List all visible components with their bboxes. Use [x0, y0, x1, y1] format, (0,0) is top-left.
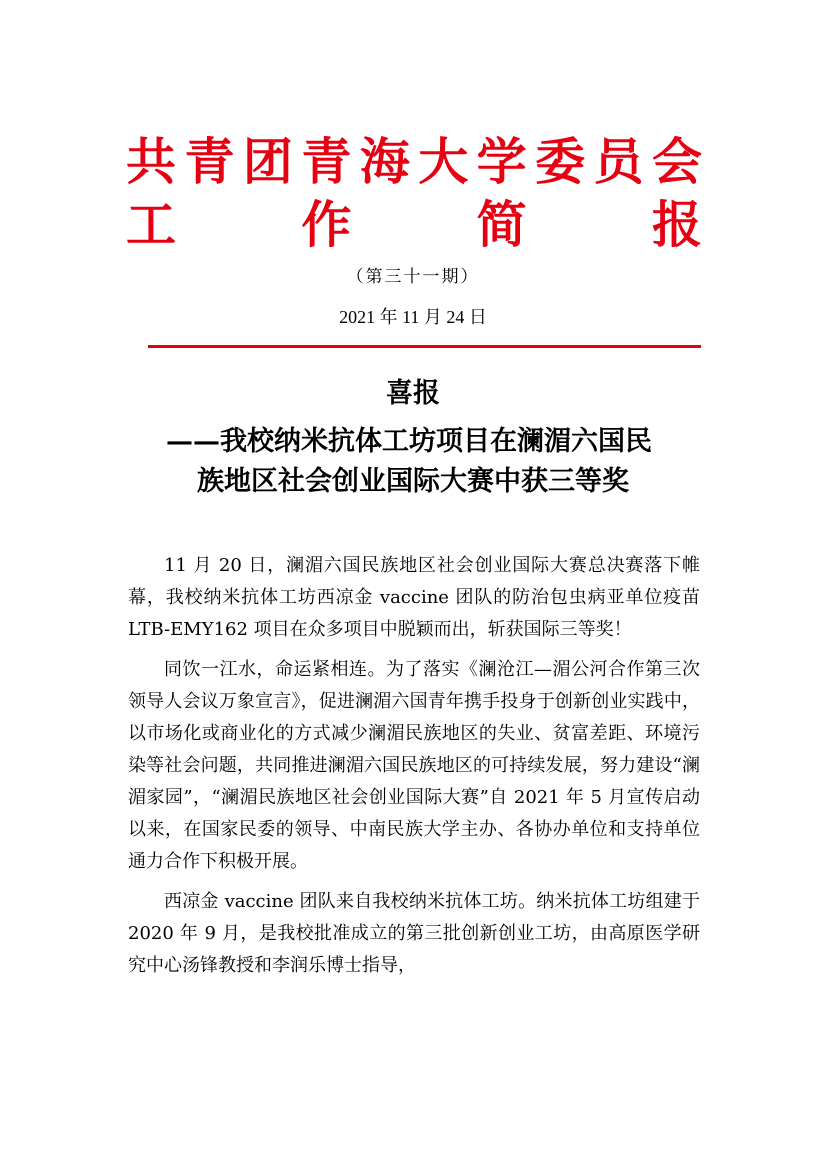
masthead-char: 会 [651, 132, 702, 191]
headline-subtitle-line-1: ——我校纳米抗体工坊项目在澜湄六国民 [166, 426, 652, 457]
masthead-char: 学 [476, 132, 527, 191]
masthead-char: 大 [418, 132, 469, 191]
headline-subtitle-line-2: 族地区社会创业国际大赛中获三等奖 [197, 466, 629, 497]
masthead-char: 工 [126, 195, 176, 254]
paragraph: 西凉金 vaccine 团队来自我校纳米抗体工坊。纳米抗体工坊组建于 2020 年 9 月，是我校批准成立的第三批创新创业工坊，由高原医学研究中心汤锋教授和李润乐博士指导， [128, 891, 700, 976]
paragraph: 同饮一江水，命运紧相连。为了落实《澜沧江—湄公河合作第三次领导人会议万象宣言》，促进澜湄六国青年携手投身于创新创业实践中，以市场化或商业化的方式减少澜湄民族地区的失业、贫富差距、环境污染等社会问题，共同推进澜湄六国民族地区的可持续发展，努力建设“澜湄家园”，“澜湄民族地区社会创业国际大赛”自 2021 年 5 月宣传启动以来，在国家民委的领导、中南民族大学主办、各协办单位和支持单位通力合作下积极开展。 [128, 659, 700, 872]
masthead-char: 报 [651, 195, 702, 254]
paragraph: 11 月 20 日，澜湄六国民族地区社会创业国际大赛总决赛落下帷幕，我校纳米抗体工坊西凉金 vaccine 团队的防治包虫病亚单位疫苗 LTB-EMY162 项目在众多项目中脱颖而出，斩获国际三等奖！ [128, 555, 700, 640]
masthead-char: 青 [301, 132, 352, 191]
article-body [128, 550, 700, 990]
red-divider [148, 345, 701, 348]
masthead-char: 海 [359, 132, 410, 191]
masthead-char: 委 [535, 132, 586, 191]
masthead-char: 共 [126, 132, 176, 191]
issue-number: （第三十一期） [346, 267, 480, 287]
masthead-char: 团 [242, 132, 293, 191]
headline-title: 喜报 [386, 378, 440, 409]
masthead-char: 作 [301, 195, 352, 254]
issue-date: 2021 年 11 月 24 日 [339, 307, 487, 327]
masthead-char: 青 [184, 132, 235, 191]
masthead-char: 简 [476, 195, 527, 254]
masthead-char: 员 [593, 132, 644, 191]
masthead-title-line-2 [126, 195, 702, 255]
masthead-title-line-1 [126, 132, 702, 192]
